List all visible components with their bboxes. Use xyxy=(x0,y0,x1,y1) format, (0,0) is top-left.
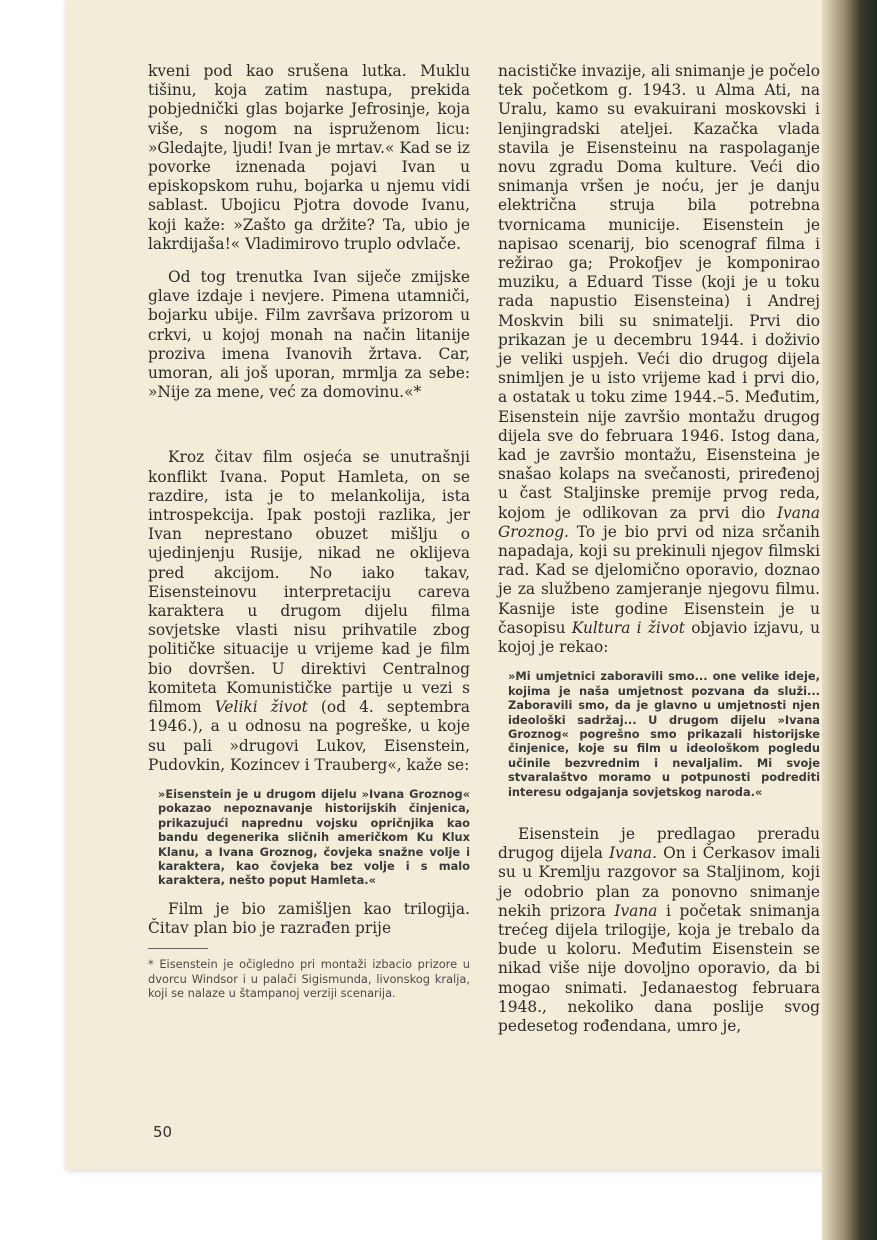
film-title: Ivana. xyxy=(609,844,657,863)
paragraph: Eisenstein je predlagao preradu drugog dijela Ivana. On i Čerkasov imali su u Kremlju razgovor sa Staljinom, koji je odobrio plan za ponovno snimanje nekih prizora Ivana i početak snimanja trećeg dijela trilogije, koja je trebalo da bude u koloru. Međutim Eisenstein se nikad više nije dovoljno oporavio, da bi mogao snimati. Jedanaestog februara 1948., nekoliko dana poslije svog pedesetog rođendana, umro je, xyxy=(498,824,820,1035)
paragraph: Kroz čitav film osjeća se unutrašnji konflikt Ivana. Poput Hamleta, on se razdire, ista je to melankolija, ista introspekcija. Ipak postoji razlika, jer Ivan neprestano obuzet mišlju o ujedinjenju Rusije, nikad ne oklijeva pred akcijom. No iako takav, Eisensteinovu interpretaciju careva karaktera u drugom dijelu filma sovjetske vlasti nisu prihvatile zbog političke situacije u vrijeme kad je film bio dovršen. U direktivi Centralnog komiteta Komunističke partije u vezi s filmom Veliki život (od 4. septembra 1946.), a u odnosu na pogreške, u koje su pali »drugovi Lukov, Eisenstein, Pudovkin, Kozincev i Trauberg«, kaže se: xyxy=(148,448,470,774)
paragraph: nacističke invazije, ali snimanje je počelo tek početkom g. 1943. u Alma Ati, na Uralu, kamo su evakuirani moskovski i lenjingradski ateljei. Kazačka vlada stavila je Eisensteinu na raspolaganje novu zgradu Doma kulture. Veći dio snimanja vršen je noću, jer je danju električna struja bila potrebna tvornicama municije. Eisenstein je napisao scenarij, bio scenograf filma i režirao ga; Prokofjev je komponirao muziku, a Eduard Tisse (koji je u toku rada napustio Eisensteina) i Andrej Moskvin bili su snimatelji. Prvi dio prikazan je u decembru 1944. i doživio je veliki uspjeh. Veći dio drugog dijela snimljen je u isto vrijeme kad i prvi dio, a ostatak u toku zime 1944.–5. Međutim, Eisenstein nije završio montažu drugog dijela sve do februara 1946. Istog dana, kad je završio montažu, Eisensteina je snašao kolaps na svečanosti, priređenoj u čast Staljinske premije prvog reda, kojom je odlikovan za prvi dio Ivana Groznog. To je bio prvi od niza srčanih napadaja, koji su prekinuli njegov filmski rad. Kad se djelomično oporavio, doznao je za službeno zamjeranje njegovu filmu. Kasnije iste godine Eisenstein je u časopisu Kultura i život objavio izjavu, u kojoj je rekao: xyxy=(498,62,820,657)
magazine-title: Kultura i život xyxy=(571,618,685,637)
right-column xyxy=(498,62,820,1036)
paragraph: kveni pod kao srušena lutka. Muklu tišinu, koja zatim nastupa, prekida pobjednički glas bojarke Jefrosinje, koja više, s nogom na ispruženom licu: »Gledajte, ljudi! Ivan je mrtav.« Kad se iz povorke iznenada pojavi Ivan u episkopskom ruhu, bojarka u njemu vidi sablast. Ubojicu Pjotra dovode Ivanu, koji kaže: »Zašto ga držite? Ta, ubio je lakrdijaša!« Vladimirovo truplo odvlače. xyxy=(148,62,470,253)
page-number: 50 xyxy=(153,1123,173,1141)
block-quote: »Mi umjetnici zaboravili smo... one velike ideje, kojima je naša umjetnost pozvana da služi... Zaboravili smo, da je glavno u umjetnosti njen ideološki sadržaj... U drugom dijelu »Ivana Groznog« pogrešno smo prikazali historijske činjenice, koje su film u ideološkom pogledu učinile bezvrednim i nevaljalim. Mi svoje stvaralaštvo moramo u potpunosti podrediti interesu odgajanja sovjetskog naroda.« xyxy=(508,669,820,799)
paragraph: Film je bio zamišljen kao trilogija. Čitav plan bio je razrađen prije xyxy=(148,899,470,937)
paragraph: Od tog trenutka Ivan siječe zmijske glave izdaje i nevjere. Pimena utamniči, bojarku ubije. Film završava prizorom u crkvi, u kojoj monah na način litanije proziva imena Ivanovih žrtava. Car, umoran, ali još uporan, mrmlja za sebe: »Nije za mene, već za domovinu.«* xyxy=(148,268,470,402)
footnote-rule xyxy=(148,948,208,949)
film-title: Ivana xyxy=(614,901,658,920)
book-spine xyxy=(822,0,877,1240)
footnote: * Eisenstein je očigledno pri montaži izbacio prizore u dvorcu Windsor i u palači Sigismunda, livonskog kralja, koji se nalaze u štampanoj verziji scenarija. xyxy=(148,957,470,1000)
block-quote: »Eisenstein je u drugom dijelu »Ivana Groznog« pokazao nepoznavanje historijskih činjenica, prikazujući naprednu vojsku opričnjika kao bandu degenerika sličnih američkom Ku Klux Klanu, a Ivana Groznog, čovjeka snažne volje i karaktera, kao čovjeka bez volje i s malo karaktera, nešto poput Hamleta.« xyxy=(158,786,470,888)
film-title: Veliki život xyxy=(214,698,308,717)
film-title: Ivana Groznog. xyxy=(498,503,820,541)
left-column xyxy=(148,62,470,1000)
